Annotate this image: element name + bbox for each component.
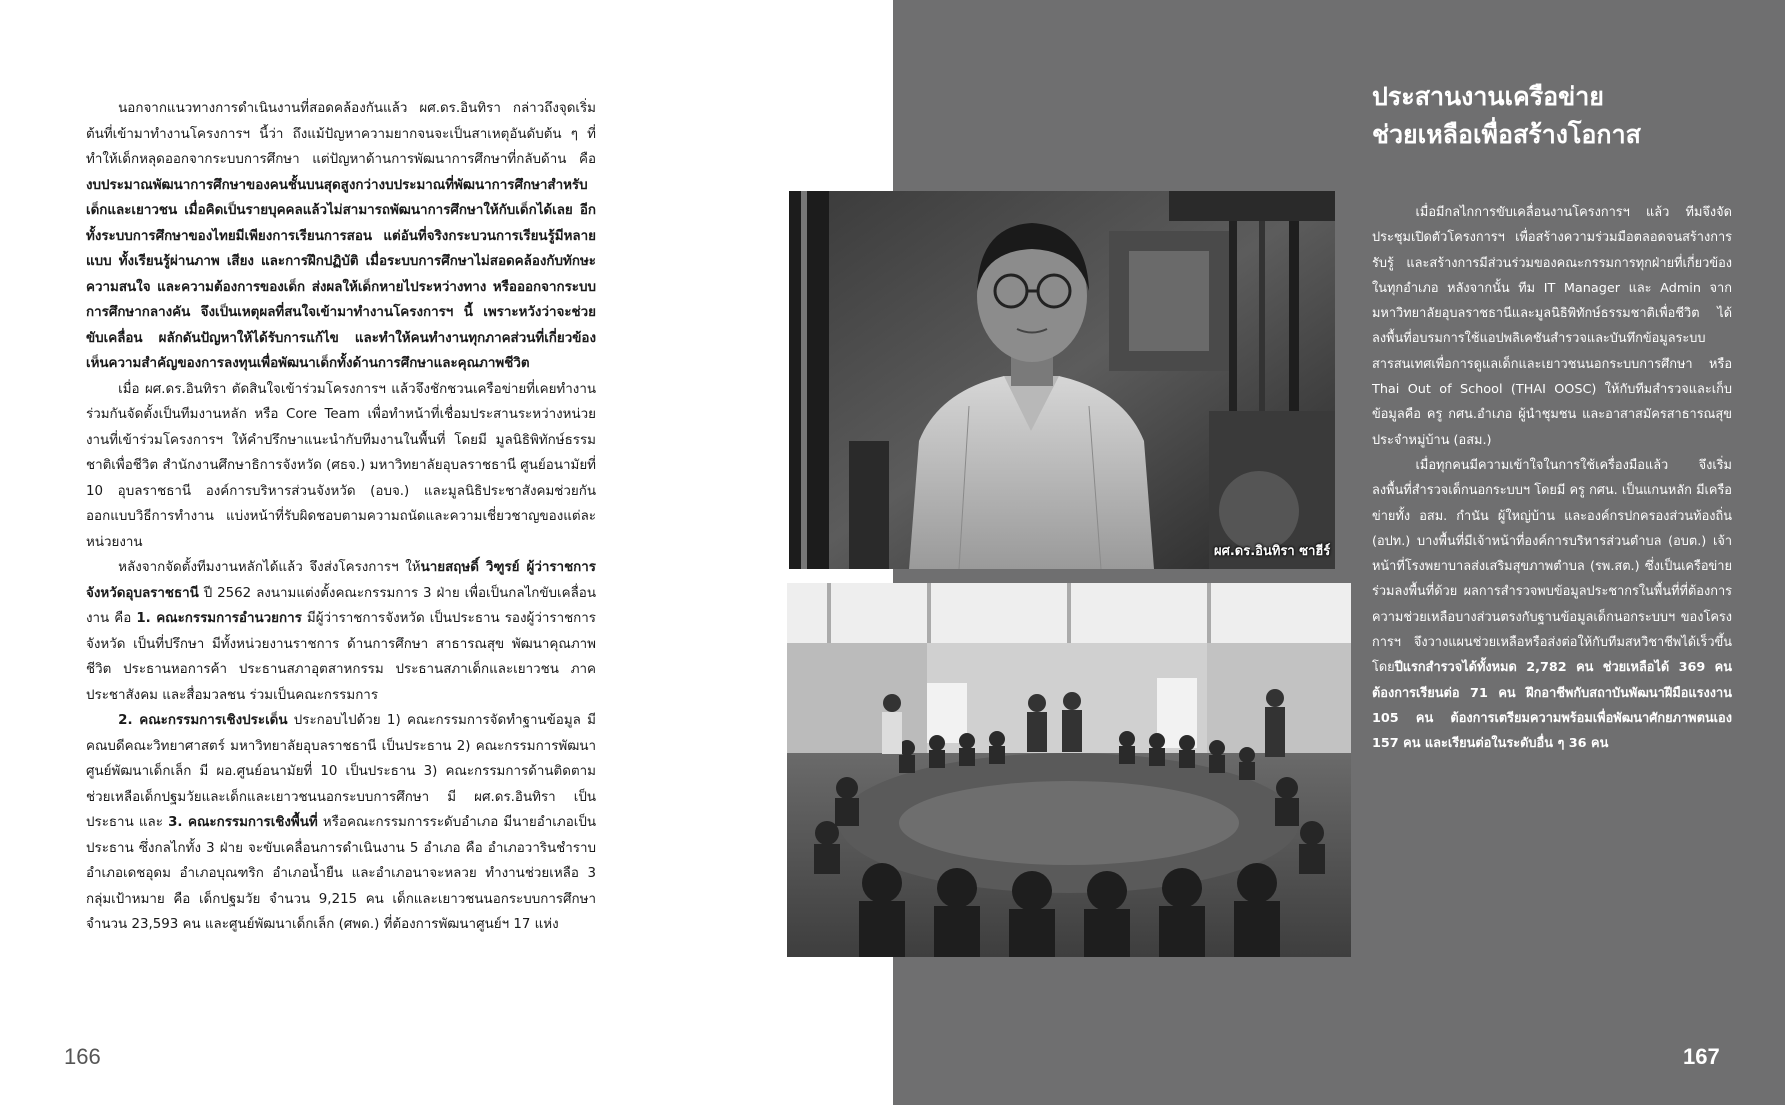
bold-text-run: ปีแรกสำรวจได้ทั้งหมด 2,782 คน ช่วยเหลือได้ 369 คน ต้องการเรียนต่อ 71 คน ฝึกอาชีพกับสถาบันพัฒนาฝีมือแรงงาน 105 คน ต้องการเตรียมความพร้อมเพื่อพัฒนาศักยภาพตนเอง 157 คน และเรียนต่อในระดับอื่น ๆ 36 คน <box>1372 660 1732 752</box>
text-run: ประกอบไปด้วย 1) คณะกรรมการจัดทำฐานข้อมูล มีคณบดีคณะวิทยาศาสตร์ มหาวิทยาลัยอุบลราชธานี เป็นประธาน 2) คณะกรรมการพัฒนาศูนย์พัฒนาเด็กเล็ก มี ผอ.ศูนย์อนามัยที่ 10 เป็นประธาน 3) คณะกรรมการด้านติดตามช่วยเหลือเด็กปฐมวัยและเด็กและเยาวชนนอกระบบการศึกษา มี ผศ.ดร.อินทิรา เป็นประธาน และ <box>86 713 596 830</box>
text-run: นอกจากแนวทางการดำเนินงานที่สอดคล้องกันแล้ว ผศ.ดร.อินทิรา กล่าวถึงจุดเริ่มต้นที่เข้ามาทำงานโครงการฯ นี้ว่า ถึงแม้ปัญหาความยากจนจะเป็นสาเหตุอันดับต้น ๆ ที่ทำให้เด็กหลุดออกจากระบบการศึกษา แต่ปัญหาด้านการพัฒนาการศึกษาที่กลับด้าน คือ <box>86 101 596 167</box>
text-run: หรือคณะกรรมการระดับอำเภอ มีนายอำเภอเป็นประธาน ซึ่งกลไกทั้ง 3 ฝ่าย จะขับเคลื่อนการดำเนินงาน 5 อำเภอ คือ อำเภอวารินชำราบ อำเภอเดชอุดม อำเภอบุณฑริก อำเภอน้ำยืน และอำเภอนาจะหลวย ทำงานช่วยเหลือ 3 กลุ่มเป้าหมาย คือ เด็กปฐมวัย จำนวน 9,215 คน เด็กและเยาวชนนอกระบบการศึกษา จำนวน 23,593 คน และศูนย์พัฒนาเด็กเล็ก (ศพด.) ที่ต้องการพัฒนาศูนย์ฯ 17 แห่ง <box>86 815 596 932</box>
right-page-heading <box>1372 78 1732 154</box>
bold-text-run: 3. คณะกรรมการเชิงพื้นที่ <box>168 815 318 830</box>
bold-text-run: 1. คณะกรรมการอำนวยการ <box>136 611 302 626</box>
right-paragraph-1 <box>1372 200 1732 453</box>
right-paragraph-2 <box>1372 453 1732 757</box>
heading-line-2: ช่วยเหลือเพื่อสร้างโอกาส <box>1372 120 1641 149</box>
left-paragraph-3 <box>86 555 596 708</box>
left-paragraph-1 <box>86 96 596 377</box>
group-activity-photo <box>787 583 1351 957</box>
bold-text-run: 2. คณะกรรมการเชิงประเด็น <box>118 713 288 728</box>
bold-text-run: งบประมาณพัฒนาการศึกษาของคนชั้นบนสุดสูงกว่างบประมาณที่พัฒนาการศึกษาสำหรับเด็กและเยาวชน เมื่อคิดเป็นรายบุคคลแล้วไม่สามารถพัฒนาการศึกษาให้กับเด็กได้เลย อีกทั้งระบบการศึกษาของไทยมีเพียงการเรียนการสอน แต่อันที่จริงกระบวนการเรียนรู้มีหลายแบบ ทั้งเรียนรู้ผ่านภาพ เสียง และการฝึกปฏิบัติ เมื่อระบบการศึกษาไม่สอดคล้องกับทักษะ ความสนใจ และความต้องการของเด็ก ส่งผลให้เด็กหายไประหว่างทาง หรือออกจากระบบการศึกษากลางคัน จึงเป็นเหตุผลที่สนใจเข้ามาทำงานโครงการฯ นี้ เพราะหวังว่าจะช่วยขับเคลื่อน ผลักดันปัญหาให้ได้รับการแก้ไข และทำให้คนทำงานทุกภาคส่วนที่เกี่ยวข้อง เห็นความสำคัญของการลงทุนเพื่อพัฒนาเด็กทั้งด้านการศึกษาและคุณภาพชีวิต <box>86 177 596 371</box>
portrait-photo <box>789 191 1335 569</box>
left-page-body <box>86 96 596 938</box>
text-run: เมื่อทุกคนมีความเข้าใจในการใช้เครื่องมือแล้ว จึงเริ่มลงพื้นที่สำรวจเด็กนอกระบบฯ โดยมี ครู กศน. เป็นแกนหลัก มีเครือข่ายทั้ง อสม. กำนัน ผู้ใหญ่บ้าน และองค์กรปกครองส่วนท้องถิ่น (อปท.) บางพื้นที่มีเจ้าหน้าที่องค์การบริหารส่วนตำบล (อบต.) เจ้าหน้าที่โรงพยาบาลส่งเสริมสุขภาพตำบล (รพ.สต.) ซึ่งเป็นเครือข่ายร่วมลงพื้นที่ด้วย ผลการสำรวจพบข้อมูลประชากรในพื้นที่ที่ต้องการความช่วยเหลือบางส่วนตรงกับฐานข้อมูลเด็กนอกระบบฯ ของโครงการฯ จึงวางแผนช่วยเหลือหรือส่งต่อให้กับทีมสหวิชาชีพได้เร็วขึ้น โดย <box>1372 457 1732 676</box>
right-page-number: 167 <box>1683 1044 1720 1069</box>
left-paragraph-4 <box>86 708 596 938</box>
text-run: หลังจากจัดตั้งทีมงานหลักได้แล้ว จึงส่งโครงการฯ ให้ <box>118 560 421 575</box>
bold-text-run: นายสฤษดิ์ วิฑูรย์ ผู้ว่าราชการจังหวัดอุบลราชธานี <box>86 560 596 601</box>
text-run: มีผู้ว่าราชการจังหวัด เป็นประธาน รองผู้ว่าราชการจังหวัด เป็นที่ปรึกษา มีทั้งหน่วยงานราชการ ด้านการศึกษา สาธารณสุข พัฒนาคุณภาพชีวิต ประธานหอการค้า ประธานสภาอุตสาหกรรม ประธานสภาเด็กและเยาวชน ภาคประชาสังคม และสื่อมวลชน ร่วมเป็นคณะกรรมการ <box>86 611 596 703</box>
right-page-body <box>1372 200 1732 757</box>
text-run: เมื่อมีกลไกการขับเคลื่อนงานโครงการฯ แล้ว ทีมจึงจัดประชุมเปิดตัวโครงการฯ เพื่อสร้างความร่วมมือตลอดจนสร้างการรับรู้ และสร้างการมีส่วนร่วมของคณะกรรมการทุกฝ่ายที่เกี่ยวข้องในทุกอำเภอ หลังจากนั้น ทีม IT Manager และ Admin จากมหาวิทยาลัยอุบลราชธานีและมูลนิธิพิทักษ์ธรรมชาติเพื่อชีวิต ได้ลงพื้นที่อบรมการใช้แอปพลิเคชันสำรวจและบันทึกข้อมูลระบบสารสนเทศเพื่อการดูแลเด็กและเยาวชนนอกระบบการศึกษา หรือ Thai Out of School (THAI OOSC) ให้กับทีมสำรวจและเก็บข้อมูลคือ ครู กศน.อำเภอ ผู้นำชุมชน และอาสาสมัครสาธารณสุขประจำหมู่บ้าน (อสม.) <box>1372 205 1732 448</box>
left-paragraph-2 <box>86 377 596 556</box>
left-page-number: 166 <box>64 1044 101 1069</box>
portrait-caption: ผศ.ดร.อินทิรา ซาฮีร์ <box>1214 544 1331 559</box>
text-run: ปี 2562 ลงนามแต่งตั้งคณะกรรมการ 3 ฝ่าย เพื่อเป็นกลไกขับเคลื่อนงาน คือ <box>86 585 596 626</box>
heading-line-1: ประสานงานเครือข่าย <box>1372 82 1604 111</box>
text-run: เมื่อ ผศ.ดร.อินทิรา ตัดสินใจเข้าร่วมโครงการฯ แล้วจึงชักชวนเครือข่ายที่เคยทำงานร่วมกันจัดตั้งเป็นทีมงานหลัก หรือ Core Team เพื่อทำหน้าที่เชื่อมประสานระหว่างหน่วยงานที่เข้าร่วมโครงการฯ ให้คำปรึกษาแนะนำกับทีมงานในพื้นที่ โดยมี มูลนิธิพิทักษ์ธรรมชาติเพื่อชีวิต สำนักงานศึกษาธิการจังหวัด (ศธจ.) มหาวิทยาลัยอุบลราชธานี ศูนย์อนามัยที่ 10 อุบลราชธานี องค์การบริหารส่วนจังหวัด (อบจ.) และมูลนิธิประชาสังคมช่วยกันออกแบบวิธีการทำงาน แบ่งหน้าที่รับผิดชอบตามความถนัดและความเชี่ยวชาญของแต่ละหน่วยงาน <box>86 381 596 550</box>
